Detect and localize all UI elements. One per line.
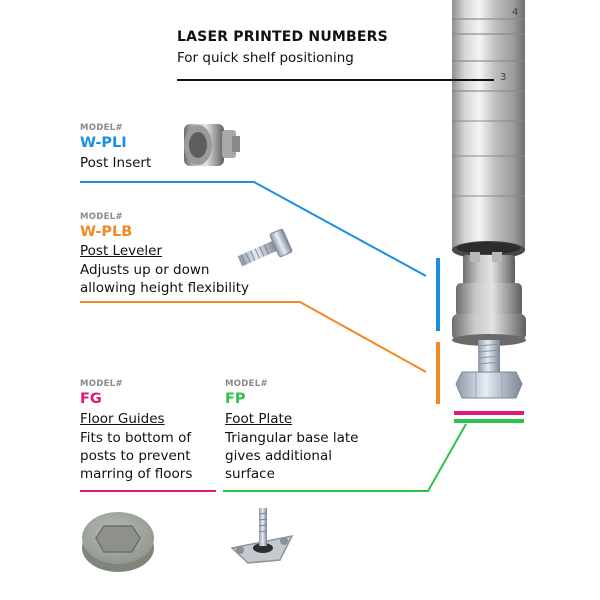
headline-title: LASER PRINTED NUMBERS [177, 29, 388, 45]
post-number-4: 4 [512, 7, 519, 18]
fg-description: Fits to bottom of posts to prevent marring of floors [80, 430, 193, 482]
fp-name: Foot Plate [225, 411, 293, 427]
w-plb-name: Post Leveler [80, 243, 163, 259]
leveler-assembly [452, 252, 526, 398]
fg-code: FG [80, 391, 102, 407]
chrome-post [452, 0, 525, 259]
fp-description: Triangular base late gives additional surface [225, 430, 359, 482]
w-pli-model-label: MODEL# [80, 123, 123, 133]
w-plb-model-label: MODEL# [80, 212, 123, 222]
w-plb-code: W-PLB [80, 224, 133, 240]
w-plb-description: Adjusts up or down allowing height flexibility [80, 262, 249, 296]
w-pli-name: Post Insert [80, 155, 152, 171]
headline-subtitle: For quick shelf positioning [177, 50, 354, 66]
fg-model-label: MODEL# [80, 379, 123, 389]
post-insert-image [184, 124, 240, 166]
fg-name: Floor Guides [80, 411, 165, 427]
fp-model-label: MODEL# [225, 379, 268, 389]
w-pli-code: W-PLI [80, 135, 127, 151]
post-number-3: 3 [500, 72, 507, 83]
floor-guide-image [82, 512, 154, 572]
fp-code: FP [225, 391, 246, 407]
foot-plate-image [232, 508, 292, 563]
